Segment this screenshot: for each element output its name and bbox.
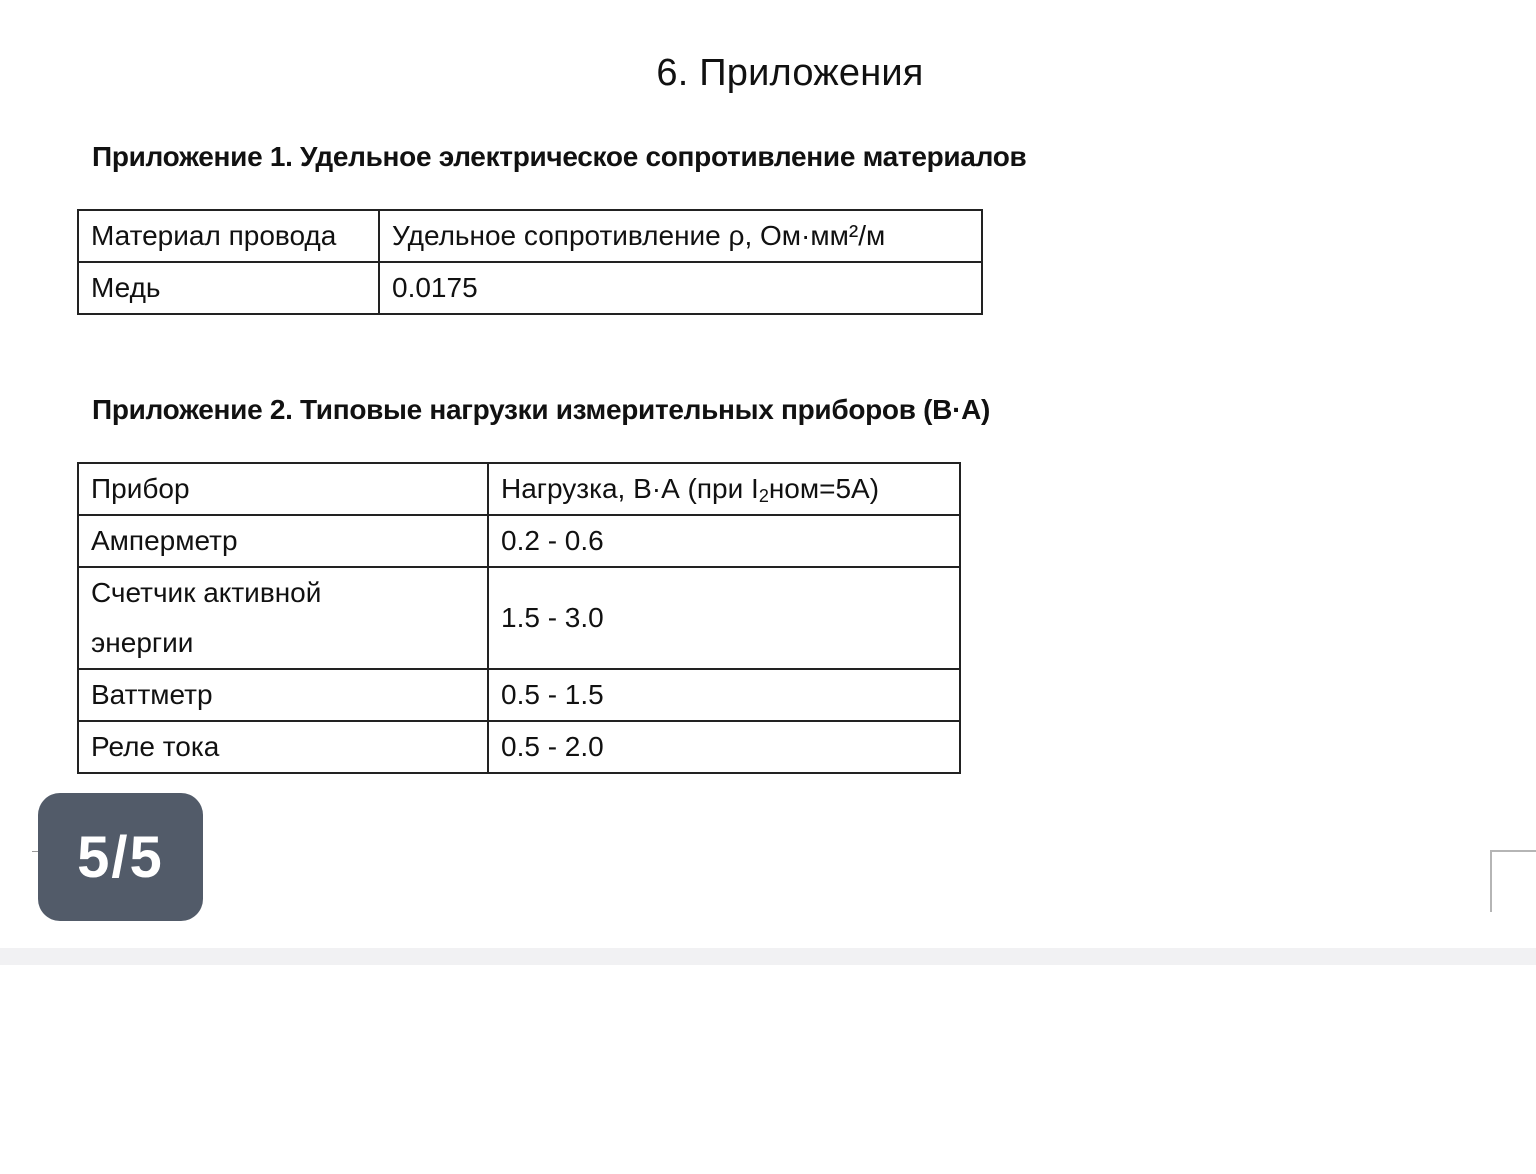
page-gap-divider xyxy=(0,948,1536,965)
cell-device: Реле тока xyxy=(78,721,488,773)
table-row xyxy=(78,721,960,773)
cell-resistivity: 0.0175 xyxy=(379,262,982,314)
resistivity-table xyxy=(77,209,983,315)
cell-device: Ваттметр xyxy=(78,669,488,721)
page-indicator-badge: 5/5 xyxy=(38,793,203,921)
blank-area xyxy=(0,965,1536,1174)
header-cell-resistivity: Удельное сопротивление ρ, Ом·мм²/м xyxy=(379,210,982,262)
header-load-subscript: 2 xyxy=(758,486,769,506)
cell-device: Счетчик активной энергии xyxy=(78,567,488,669)
cell-load: 0.5 - 2.0 xyxy=(488,721,960,773)
crop-mark-right xyxy=(1490,850,1536,912)
section-title: 6. Приложения xyxy=(656,52,924,94)
header-cell-load xyxy=(488,463,960,515)
cell-load: 0.5 - 1.5 xyxy=(488,669,960,721)
header-load-prefix: Нагрузка, В·А (при I xyxy=(501,473,759,504)
header-load-suffix: ном=5А) xyxy=(768,473,880,504)
table-header-row xyxy=(78,463,960,515)
table-row xyxy=(78,669,960,721)
appendix-1-heading: Приложение 1. Удельное электрическое сопротивление материалов xyxy=(92,141,1027,172)
header-cell-device: Прибор xyxy=(78,463,488,515)
instrument-load-table xyxy=(77,462,961,774)
cell-material: Медь xyxy=(78,262,379,314)
cell-load: 0.2 - 0.6 xyxy=(488,515,960,567)
table-row xyxy=(78,567,960,669)
table-header-row xyxy=(78,210,982,262)
table-row xyxy=(78,262,982,314)
header-cell-material: Материал провода xyxy=(78,210,379,262)
appendix-2-heading: Приложение 2. Типовые нагрузки измерительных приборов (В·А) xyxy=(92,394,991,425)
table-row xyxy=(78,515,960,567)
cell-device: Амперметр xyxy=(78,515,488,567)
cell-load: 1.5 - 3.0 xyxy=(488,567,960,669)
